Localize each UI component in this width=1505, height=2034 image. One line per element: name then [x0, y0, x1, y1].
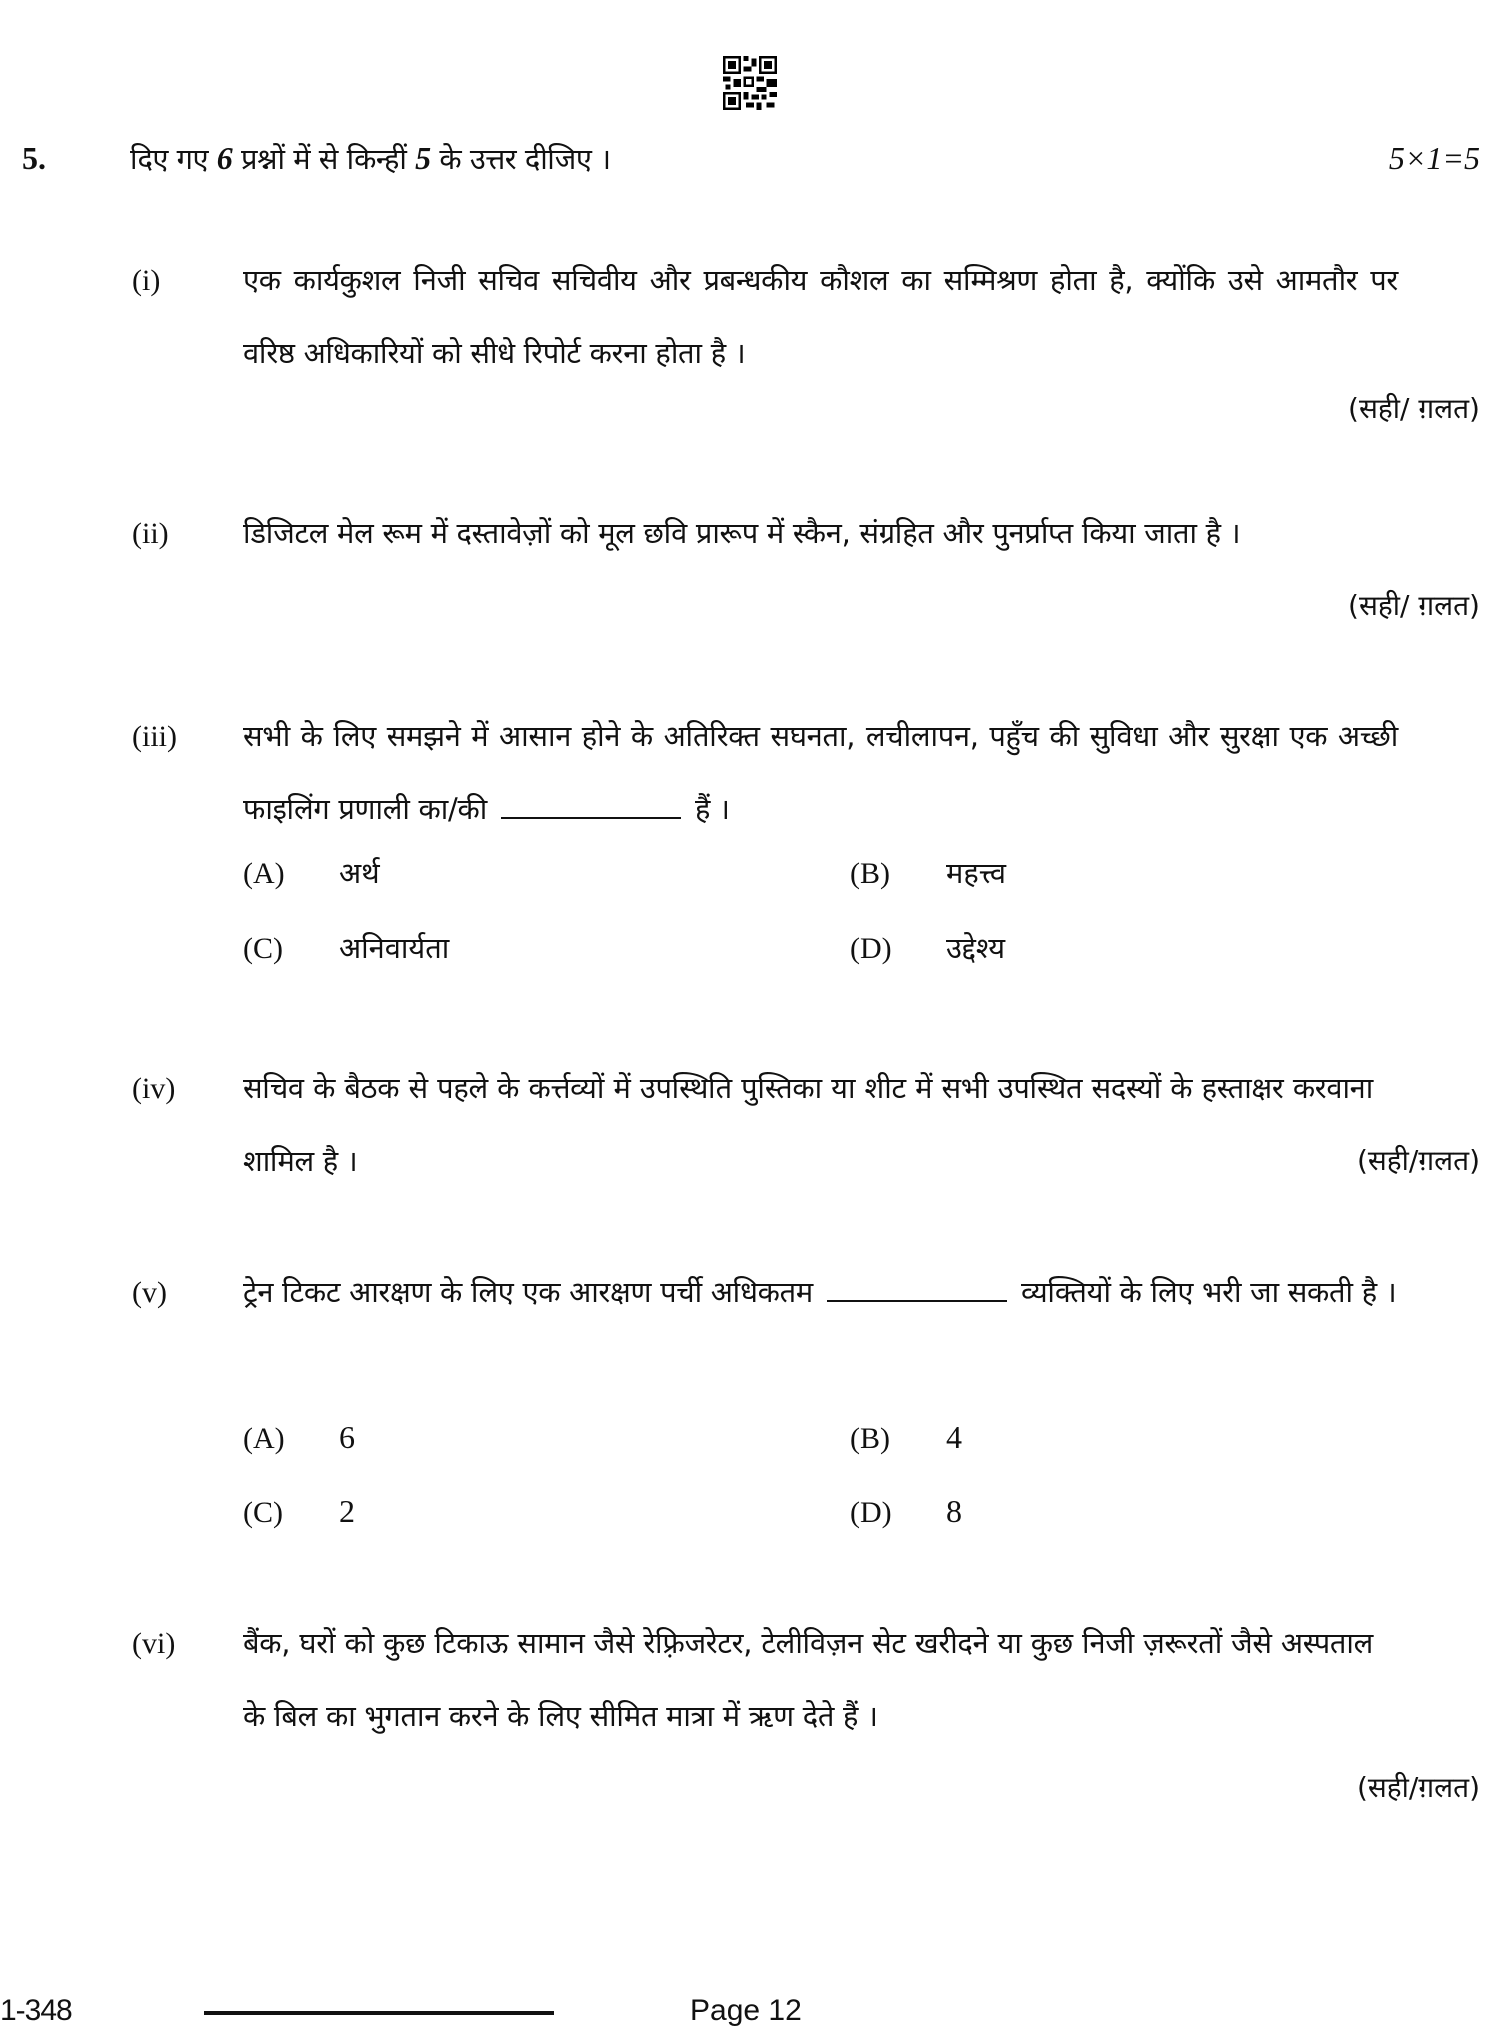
instruction-attempt-count: 5	[415, 140, 431, 176]
sub-question-iii	[0, 708, 1505, 988]
page-footer	[0, 1988, 1505, 2034]
sub-question-text: एक कार्यकुशल निजी सचिव सचिवीय और प्रबन्धकीय कौशल का सम्मिश्रण होता है, क्योंकि उसे आमतौर पर वरिष्ठ अधिकारियों को सीधे रिपोर्ट करना होता है ।	[243, 263, 1398, 370]
sub-question-iv	[0, 1060, 1505, 1190]
sub-question-vi	[0, 1615, 1505, 1815]
qr-code-icon	[722, 56, 778, 110]
sub-question-ii	[0, 505, 1505, 635]
option-text: महत्त्व	[946, 856, 1007, 890]
option-letter: (A)	[243, 857, 285, 890]
sub-question-label: (v)	[132, 1276, 167, 1309]
option-text: 2	[339, 1493, 355, 1529]
sub-question-text: सचिव के बैठक से पहले के कर्त्तव्यों में उपस्थिति पुस्तिका या शीट में सभी उपस्थित सदस्यों के हस्ताक्षर करवाना शामिल है ।	[243, 1071, 1373, 1178]
true-false-answer: (सही/ग़लत)	[1356, 1144, 1480, 1177]
option-text: 4	[946, 1419, 962, 1455]
instruction-text: के उत्तर दीजिए ।	[430, 142, 611, 176]
sub-question-label: (ii)	[132, 517, 169, 550]
question-number: 5.	[22, 140, 46, 176]
sub-question-text	[243, 700, 1398, 846]
option-b	[850, 1412, 962, 1464]
instruction-total-count: 6	[216, 140, 233, 176]
question-header	[0, 133, 1505, 183]
question-text: व्यक्तियों के लिए भरी जा सकती है ।	[1020, 1275, 1397, 1309]
option-letter: (B)	[850, 857, 890, 890]
option-letter: (B)	[850, 1422, 890, 1455]
sub-question-text	[243, 1256, 1398, 1329]
question-text: ट्रेन टिकट आरक्षण के लिए एक आरक्षण पर्ची अधिकतम	[243, 1275, 813, 1309]
question-marks: 5×1=5	[1388, 140, 1480, 176]
true-false-answer: (सही/ ग़लत)	[1348, 392, 1480, 425]
option-text: 8	[946, 1493, 962, 1529]
sub-question-text: डिजिटल मेल रूम में दस्तावेज़ों को मूल छवि प्रारूप में स्कैन, संग्रहित और पुनर्प्राप्त किया जाता है ।	[243, 516, 1241, 550]
true-false-answer: (सही/ ग़लत)	[1348, 589, 1480, 622]
instruction-text: दिए गए	[130, 142, 217, 176]
sub-question-label: (i)	[132, 264, 161, 297]
option-c	[243, 1486, 355, 1538]
instruction-text: प्रश्नों में से किन्हीं	[232, 142, 416, 176]
question-text: सभी के लिए समझने में आसान होने के अतिरिक्त सघनता, लचीलापन, पहुँच की सुविधा और सुरक्षा एक अच्छी फाइलिंग प्रणाली का/की	[243, 719, 1398, 826]
sub-question-i	[0, 248, 1505, 448]
option-letter: (A)	[243, 1422, 285, 1455]
option-letter: (C)	[243, 1496, 283, 1529]
option-c	[243, 923, 449, 974]
option-text: उद्देश्य	[946, 931, 1006, 965]
paper-code: 1-348	[0, 1994, 72, 2027]
sub-question-v	[0, 1264, 1505, 1544]
fill-in-blank	[501, 791, 681, 819]
option-letter: (C)	[243, 932, 283, 965]
option-text: अर्थ	[339, 856, 380, 890]
sub-question-label: (vi)	[132, 1627, 176, 1660]
option-a	[243, 848, 380, 899]
option-letter: (D)	[850, 932, 892, 965]
option-text: अनिवार्यता	[339, 931, 450, 965]
option-text: 6	[339, 1419, 355, 1455]
option-a	[243, 1412, 355, 1464]
sub-question-label: (iii)	[132, 720, 177, 753]
question-instruction	[130, 133, 611, 184]
page-number: Page 12	[690, 1994, 802, 2027]
question-text: हैं ।	[694, 792, 730, 826]
option-d	[850, 923, 1005, 974]
footer-divider	[204, 2011, 554, 2015]
sub-question-label: (iv)	[132, 1072, 176, 1105]
option-b	[850, 848, 1006, 899]
sub-question-text: बैंक, घरों को कुछ टिकाऊ सामान जैसे रेफ़्रिजरेटर, टेलीविज़न सेट खरीदने या कुछ निजी ज़रूरतों जैसे अस्पताल के बिल का भुगतान करने के लिए सीमित मात्रा में ऋण देते हैं ।	[243, 1626, 1373, 1733]
fill-in-blank	[827, 1274, 1007, 1302]
option-letter: (D)	[850, 1496, 892, 1529]
true-false-answer: (सही/ग़लत)	[1356, 1771, 1480, 1804]
option-d	[850, 1486, 962, 1538]
